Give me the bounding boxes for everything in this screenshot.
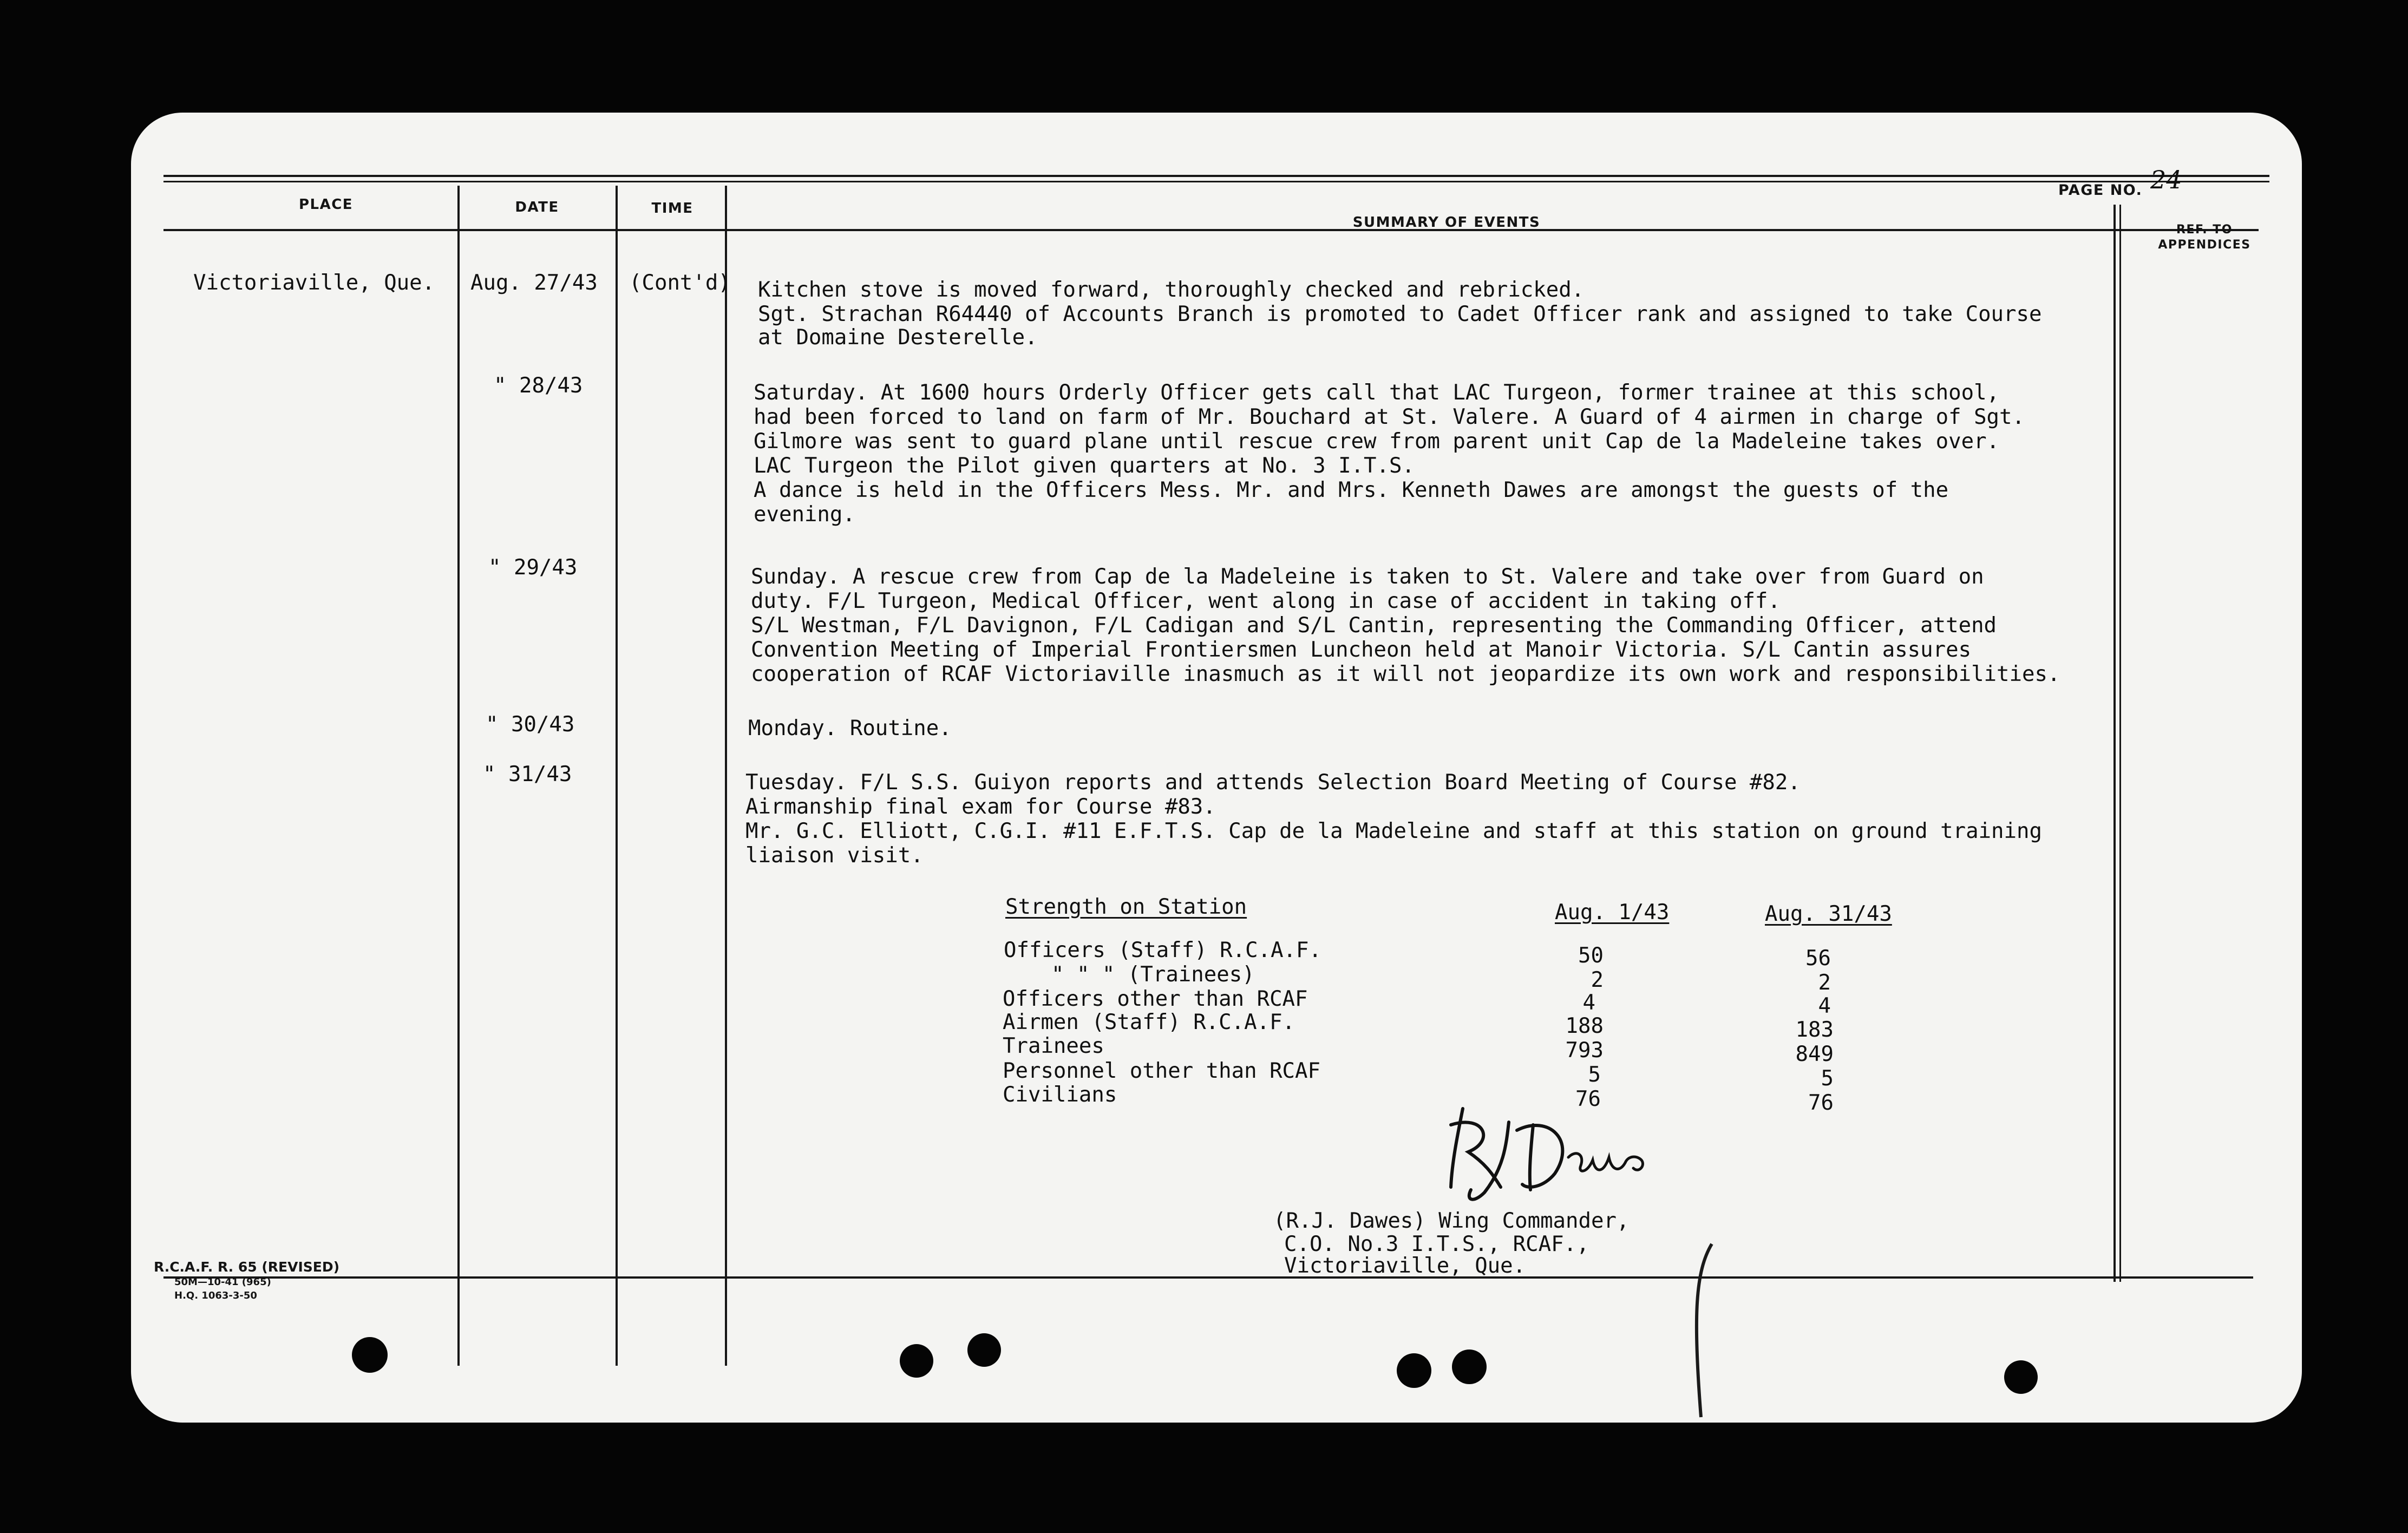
summary-line: Sunday. A rescue crew from Cap de la Madeleine is taken to St. Valere and take over from Guard on: [751, 565, 1984, 589]
summary-line: liaison visit.: [745, 843, 924, 868]
summary-line: Convention Meeting of Imperial Frontiersmen Luncheon held at Manoir Victoria. S/L Cantin assures: [751, 638, 1972, 662]
strength-value-aug1: 5: [1588, 1063, 1601, 1087]
crease-mark: [1674, 1239, 1782, 1423]
summary-line: duty. F/L Turgeon, Medical Officer, went along in case of accident in taking off.: [751, 589, 1781, 613]
col-rule-date: [616, 186, 618, 1366]
strength-value-aug31: 5: [1821, 1066, 1834, 1091]
strength-row-label: Civilians: [1003, 1083, 1117, 1107]
top-rule-2: [163, 181, 2269, 182]
summary-line: evening.: [754, 502, 855, 527]
header-place: PLACE: [298, 196, 354, 213]
header-time: TIME: [651, 200, 693, 217]
strength-row-label: " " " (Trainees): [1051, 962, 1255, 987]
summary-line: Airmanship final exam for Course #83.: [745, 795, 1216, 819]
strength-value-aug1: 793: [1565, 1038, 1604, 1063]
strength-value-aug1: 50: [1578, 944, 1604, 968]
strength-value-aug31: 183: [1795, 1018, 1834, 1042]
summary-line: Kitchen stove is moved forward, thoroughly checked and rebricked.: [758, 278, 1585, 302]
col-rule-summary-2: [2119, 205, 2121, 1282]
print-code: 50M—10-41 (965): [174, 1276, 271, 1288]
summary-line: LAC Turgeon the Pilot given quarters at No. 3 I.T.S.: [754, 454, 1415, 478]
header-ref-line1: REF. TO: [2176, 223, 2233, 237]
summary-line: Monday. Routine.: [748, 716, 952, 741]
strength-value-aug31: 56: [1805, 946, 1831, 971]
summary-line: S/L Westman, F/L Davignon, F/L Cadigan and S/L Cantin, representing the Commanding Officer, attend: [751, 613, 1997, 638]
strength-col-aug1: Aug. 1/43: [1555, 900, 1670, 925]
strength-value-aug1: 76: [1575, 1087, 1601, 1111]
punch-hole: [352, 1337, 388, 1373]
header-ref-line2: APPENDICES: [2158, 238, 2251, 252]
summary-line: Saturday. At 1600 hours Orderly Officer gets call that LAC Turgeon, former trainee at this school,: [754, 381, 2000, 405]
strength-value-aug1: 2: [1591, 968, 1604, 992]
strength-row-label: Personnel other than RCAF: [1003, 1059, 1320, 1083]
summary-line: Sgt. Strachan R64440 of Accounts Branch is promoted to Cadet Officer rank and assigned to take Course: [758, 302, 2042, 326]
footer-rule: [163, 1276, 2253, 1279]
col-rule-time: [725, 186, 727, 1366]
col-rule-place: [457, 186, 460, 1366]
strength-value-aug1: 188: [1565, 1014, 1604, 1038]
summary-line: Gilmore was sent to guard plane until rescue crew from parent unit Cap de la Madeleine takes over.: [754, 429, 2000, 454]
punch-hole: [2004, 1360, 2038, 1394]
date-entry-28: " 28/43: [494, 374, 583, 398]
punch-hole: [1397, 1353, 1431, 1388]
date-entry-30: " 30/43: [486, 712, 575, 737]
strength-value-aug31: 76: [1808, 1091, 1834, 1115]
punch-hole: [1452, 1349, 1487, 1384]
form-id: R.C.A.F. R. 65 (REVISED): [154, 1259, 340, 1275]
header-date: DATE: [515, 199, 559, 215]
punch-hole: [900, 1344, 933, 1378]
strength-value-aug31: 849: [1795, 1042, 1834, 1066]
summary-line: A dance is held in the Officers Mess. Mr. and Mrs. Kenneth Dawes are amongst the guests of the: [754, 478, 1949, 502]
diary-form-card: [131, 113, 2302, 1423]
strength-value-aug31: 4: [1818, 994, 1831, 1018]
summary-line: had been forced to land on farm of Mr. Bouchard at St. Valere. A Guard of 4 airmen in charge of Sgt.: [754, 405, 2025, 429]
summary-line: Mr. G.C. Elliott, C.G.I. #11 E.F.T.S. Cap de la Madeleine and staff at this station on ground training: [745, 819, 2042, 843]
strength-row-label: Officers other than RCAF: [1003, 987, 1308, 1011]
top-rule: [163, 175, 2269, 177]
header-summary: SUMMARY OF EVENTS: [1352, 214, 1541, 231]
signature-line2: C.O. No.3 I.T.S., RCAF.,: [1284, 1232, 1589, 1256]
strength-row-label: Trainees: [1003, 1034, 1104, 1058]
handwritten-signature: [1322, 1092, 1668, 1222]
strength-col-aug31: Aug. 31/43: [1765, 902, 1892, 926]
summary-line: at Domaine Desterelle.: [758, 325, 1038, 350]
signature-line3: Victoriaville, Que.: [1284, 1254, 1526, 1278]
summary-line: Tuesday. F/L S.S. Guiyon reports and attends Selection Board Meeting of Course #82.: [745, 770, 1801, 795]
page-number: 24: [2150, 165, 2182, 194]
hq-code: H.Q. 1063-3-50: [174, 1290, 257, 1301]
place-entry: Victoriaville, Que.: [193, 271, 435, 295]
date-entry-29: " 29/43: [488, 555, 578, 580]
strength-title: Strength on Station: [1005, 895, 1247, 919]
date-entry-27: Aug. 27/43: [470, 271, 598, 295]
header-bottom-rule: [163, 229, 2259, 231]
time-entry: (Cont'd): [629, 271, 731, 295]
date-entry-31: " 31/43: [483, 762, 572, 787]
summary-line: cooperation of RCAF Victoriaville inasmuch as it will not jeopardize its own work and responsibilities.: [751, 662, 2060, 686]
signature-line1: (R.J. Dawes) Wing Commander,: [1273, 1209, 1630, 1233]
punch-hole: [967, 1333, 1001, 1367]
strength-value-aug1: 4: [1582, 991, 1595, 1015]
col-rule-summary: [2113, 205, 2116, 1282]
strength-row-label: Officers (Staff) R.C.A.F.: [1004, 938, 1321, 962]
page-label: PAGE NO.: [2058, 182, 2143, 199]
strength-row-label: Airmen (Staff) R.C.A.F.: [1003, 1010, 1295, 1034]
strength-value-aug31: 2: [1818, 971, 1831, 995]
